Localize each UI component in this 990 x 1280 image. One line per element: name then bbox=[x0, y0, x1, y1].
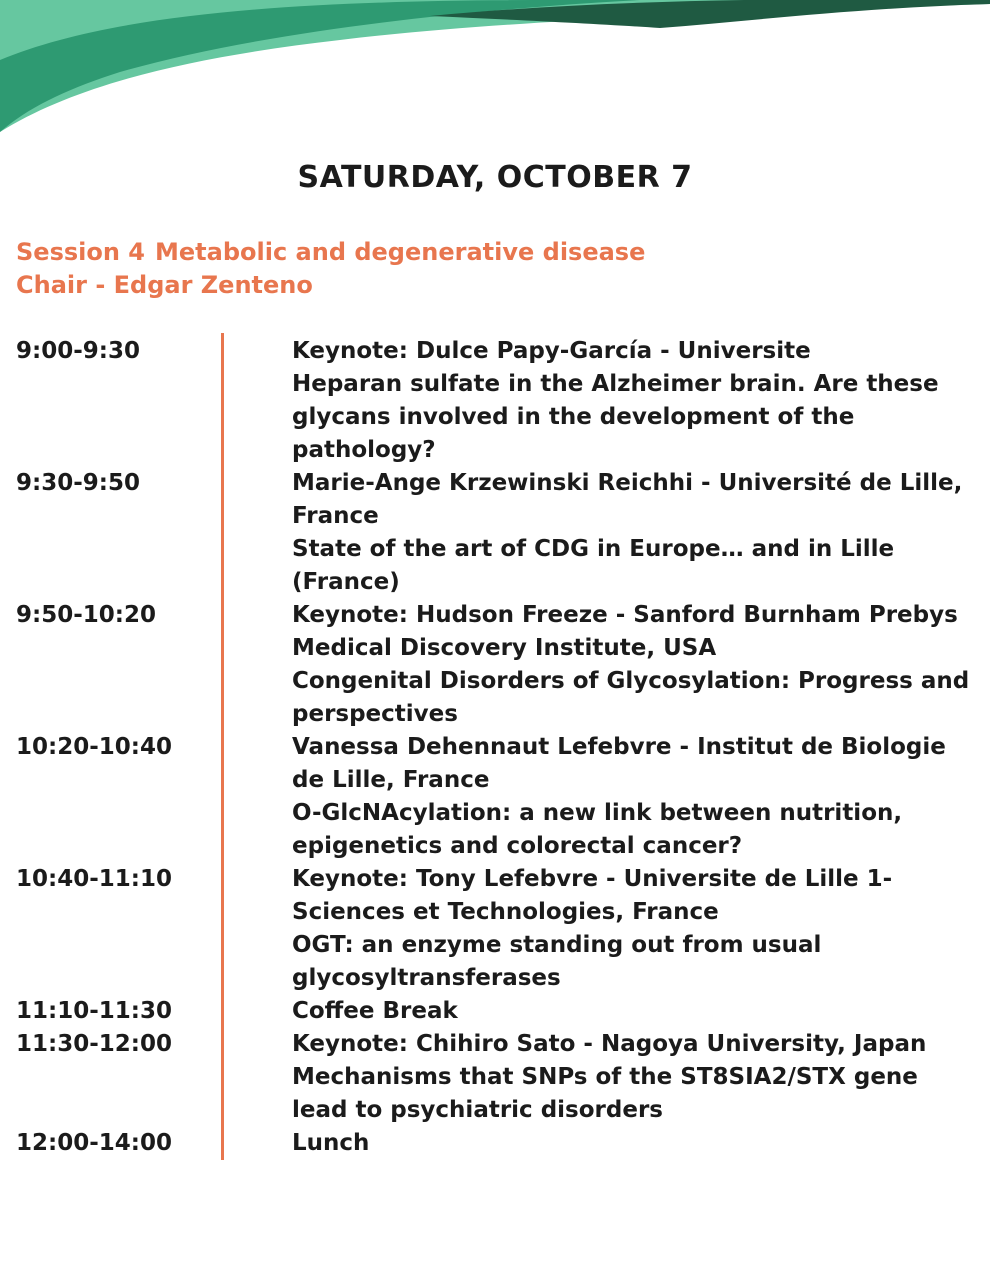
schedule-description bbox=[292, 1127, 976, 1160]
session-info bbox=[16, 236, 645, 302]
talk-speaker: Keynote: Hudson Freeze - Sanford Burnham Prebys Medical Discovery Institute, USA bbox=[292, 602, 958, 661]
talk-title: Heparan sulfate in the Alzheimer brain. Are these glycans involved in the development of the pathology? bbox=[292, 371, 939, 463]
talk-title: Mechanisms that SNPs of the ST8SIA2/STX gene lead to psychiatric disorders bbox=[292, 1064, 918, 1123]
break-label: Coffee Break bbox=[292, 998, 458, 1024]
schedule-time: 12:00-14:00 bbox=[16, 1130, 172, 1156]
schedule-time: 10:20-10:40 bbox=[16, 734, 172, 760]
talk-title: State of the art of CDG in Europe… and in Lille (France) bbox=[292, 536, 895, 595]
session-name: Metabolic and degenerative disease bbox=[155, 238, 646, 266]
session-chair: Chair - Edgar Zenteno bbox=[16, 271, 313, 299]
schedule-description bbox=[292, 335, 976, 467]
schedule-description bbox=[292, 995, 976, 1028]
schedule-time: 11:10-11:30 bbox=[16, 998, 172, 1024]
schedule-time: 9:00-9:30 bbox=[16, 338, 140, 364]
talk-speaker: Marie-Ange Krzewinski Reichhi - Université de Lille, France bbox=[292, 470, 963, 529]
break-label: Lunch bbox=[292, 1130, 370, 1156]
schedule-list bbox=[16, 335, 976, 1160]
schedule-row bbox=[16, 599, 976, 731]
schedule-row bbox=[16, 467, 976, 599]
talk-speaker: Keynote: Chihiro Sato - Nagoya University, Japan bbox=[292, 1031, 927, 1057]
schedule-time: 11:30-12:00 bbox=[16, 1031, 172, 1057]
schedule-row bbox=[16, 995, 976, 1028]
talk-speaker: Keynote: Tony Lefebvre - Universite de Lille 1-Sciences et Technologies, France bbox=[292, 866, 893, 925]
header-swoosh-decoration bbox=[0, 0, 990, 140]
session-label: Session 4 bbox=[16, 238, 145, 266]
schedule-time: 9:30-9:50 bbox=[16, 470, 140, 496]
schedule-row bbox=[16, 1127, 976, 1160]
schedule-row bbox=[16, 863, 976, 995]
schedule-description bbox=[292, 863, 976, 995]
schedule-row bbox=[16, 335, 976, 467]
talk-speaker: Keynote: Dulce Papy-García - Universite bbox=[292, 338, 811, 364]
schedule-time: 9:50-10:20 bbox=[16, 602, 156, 628]
schedule-description bbox=[292, 599, 976, 731]
talk-title: Congenital Disorders of Glycosylation: Progress and perspectives bbox=[292, 668, 970, 727]
schedule-row bbox=[16, 731, 976, 863]
schedule-time: 10:40-11:10 bbox=[16, 866, 172, 892]
schedule-description bbox=[292, 731, 976, 863]
talk-title: O-GlcNAcylation: a new link between nutrition, epigenetics and colorectal cancer? bbox=[292, 800, 903, 859]
schedule-row bbox=[16, 1028, 976, 1127]
schedule-description bbox=[292, 467, 976, 599]
talk-speaker: Vanessa Dehennaut Lefebvre - Institut de Biologie de Lille, France bbox=[292, 734, 946, 793]
schedule-description bbox=[292, 1028, 976, 1127]
day-title: SATURDAY, OCTOBER 7 bbox=[297, 160, 693, 195]
session-heading bbox=[16, 236, 645, 269]
talk-title: OGT: an enzyme standing out from usual glycosyltransferases bbox=[292, 932, 822, 991]
